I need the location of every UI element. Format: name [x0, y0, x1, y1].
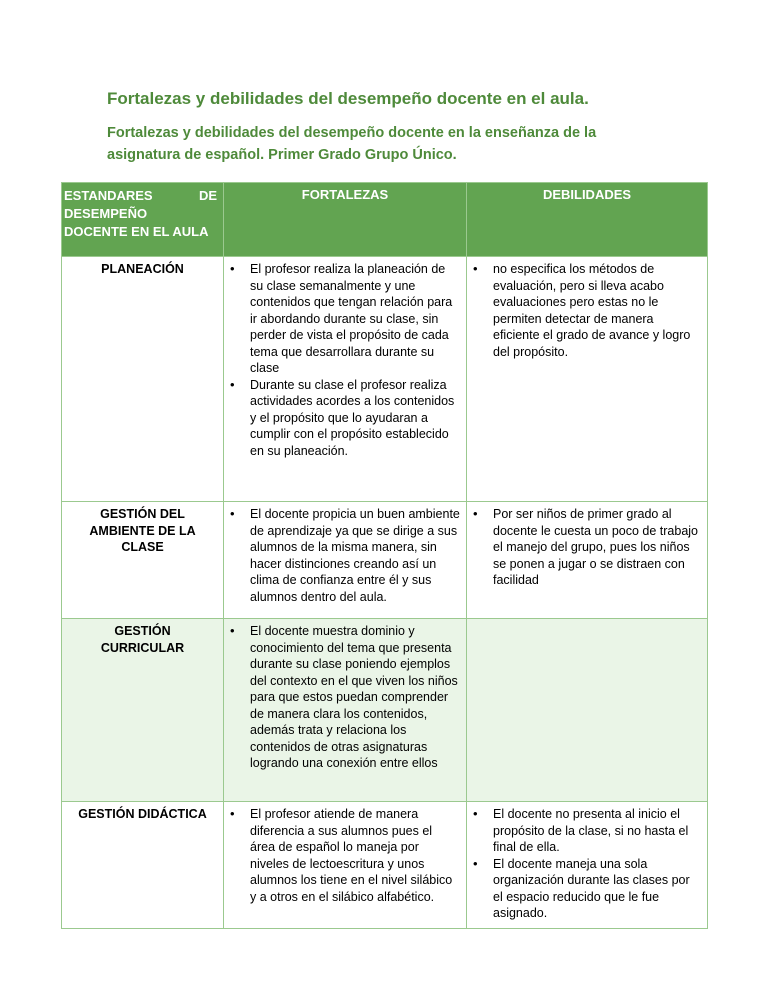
header-standards-word2: DE — [198, 188, 217, 203]
header-standards-word1: ESTANDARES — [64, 188, 153, 203]
row-strengths — [224, 802, 467, 929]
header-standards-line2: DESEMPEÑO — [64, 206, 148, 221]
table-row — [62, 802, 708, 929]
row-strengths — [224, 619, 467, 802]
table-row — [62, 502, 708, 619]
row-weaknesses — [467, 257, 708, 502]
row-category: GESTIÓN DEL AMBIENTE DE LA CLASE — [62, 502, 224, 619]
document-title: Fortalezas y debilidades del desempeño docente en el aula. — [107, 89, 589, 108]
row-strengths — [224, 502, 467, 619]
row-weaknesses — [467, 502, 708, 619]
list-item: • Por ser niños de primer grado al docente le cuesta un poco de trabajo el manejo del grupo, pues los niños se ponen a jugar o se distraen con facilidad — [493, 506, 701, 589]
row-weaknesses — [467, 802, 708, 929]
table-row — [62, 257, 708, 502]
list-item: • El docente no presenta al inicio el propósito de la clase, si no hasta el final de ella. — [493, 806, 701, 856]
row-weaknesses-empty — [467, 619, 708, 802]
list-item: • El docente propicia un buen ambiente de aprendizaje ya que se dirige a sus alumnos de la misma manera, sin hacer distinciones creando así un clima de confianza entre él y sus alumnos dentro del aula. — [250, 506, 460, 605]
table-row — [62, 619, 708, 802]
header-weaknesses: DEBILIDADES — [467, 183, 708, 257]
table-header-row — [62, 183, 708, 257]
row-category: GESTIÓN DIDÁCTICA — [62, 802, 224, 929]
document-subtitle: Fortalezas y debilidades del desempeño docente en la enseñanza de la asignatura de español. Primer Grado Grupo Único. — [107, 125, 597, 163]
header-standards-line3: DOCENTE EN EL AULA — [64, 224, 209, 239]
list-item: • El docente maneja una sola organización durante las clases por el espacio reducido que le fue asignado. — [493, 856, 701, 922]
header-standards — [62, 183, 224, 257]
header-strengths: FORTALEZAS — [224, 183, 467, 257]
list-item: • El profesor atiende de manera diferencia a sus alumnos pues el área de español lo maneja por niveles de lectoescritura y unos alumnos los tiene en el nivel silábico y a otros en el silábico alfabético. — [250, 806, 460, 905]
performance-table — [61, 182, 708, 929]
row-strengths — [224, 257, 467, 502]
list-item: • no especifica los métodos de evaluación, pero si lleva acabo evaluaciones pero estas no le permiten detectar de manera eficiente el grado de avance y logro del propósito. — [493, 261, 701, 360]
row-category: PLANEACIÓN — [62, 257, 224, 502]
list-item: • Durante su clase el profesor realiza actividades acordes a los contenidos y el propósito que lo ayudaran a cumplir con el propósito establecido en su planeación. — [250, 377, 460, 460]
list-item: • El profesor realiza la planeación de su clase semanalmente y une contenidos que tengan relación para ir abordando durante su clase, sin perder de vista el propósito de cada tema que desarrollara durante su clase — [250, 261, 460, 377]
list-item: • El docente muestra dominio y conocimiento del tema que presenta durante su clase poniendo ejemplos del contexto en el que viven los niños para que estos puedan comprender de manera clara los contenidos, además trata y relaciona los contenidos de otras asignaturas logrando una conexión entre ellos — [250, 623, 460, 772]
row-category: GESTIÓN CURRICULAR — [62, 619, 224, 802]
